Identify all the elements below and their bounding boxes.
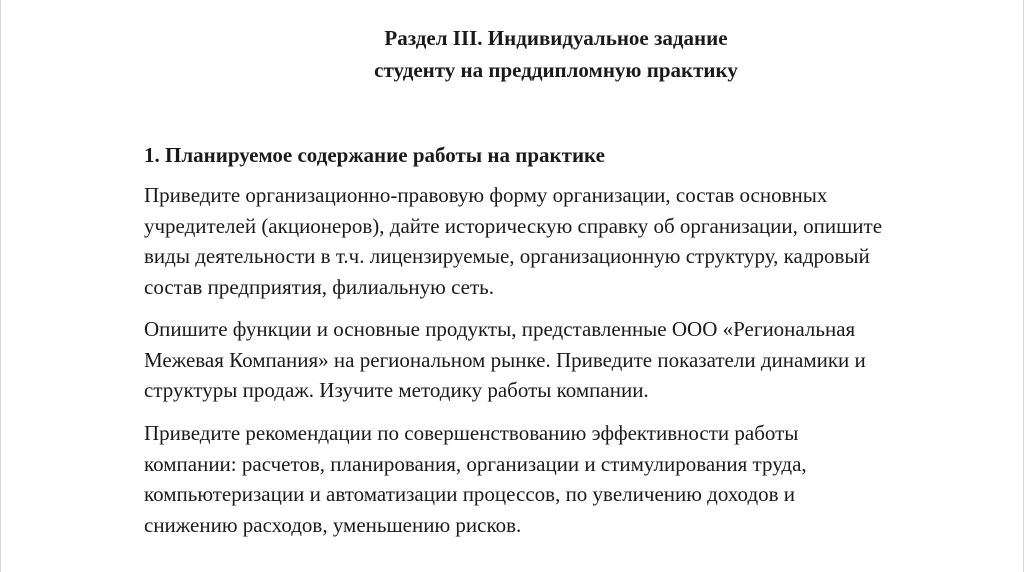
paragraph-recommendations (144, 418, 974, 540)
page-left-border (0, 0, 1, 572)
paragraph-functions-products (144, 314, 974, 406)
document-title-line-2: студенту на преддипломную практику (374, 58, 738, 82)
paragraph-line: структуры продаж. Изучите методику работы компании. (144, 378, 649, 402)
paragraph-line: виды деятельности в т.ч. лицензируемые, организационную структуру, кадровый (144, 244, 870, 268)
document-title (300, 22, 812, 86)
paragraph-organization-info (144, 180, 974, 302)
paragraph-line: Приведите организационно-правовую форму организации, состав основных (144, 183, 828, 207)
section-heading: 1. Планируемое содержание работы на практике (144, 143, 605, 167)
paragraph-line: состав предприятия, филиальную сеть. (144, 274, 494, 299)
paragraph-line: компании: расчетов, планирования, организации и стимулирования труда, (144, 451, 807, 476)
paragraph-line: учредителей (акционеров), дайте историческую справку об организации, опишите (144, 213, 883, 238)
paragraph-line: снижению расходов, уменьшению рисков. (144, 512, 522, 537)
paragraph-line: компьютеризации и автоматизации процессов, по увеличению доходов и (144, 482, 796, 506)
paragraph-line: Межевая Компания» на региональном рынке. Приведите показатели динамики и (144, 347, 866, 372)
document-title-line-1: Раздел III. Индивидуальное задание (384, 26, 728, 50)
paragraph-line: Приведите рекомендации по совершенствованию эффективности работы (144, 421, 799, 445)
paragraph-line: Опишите функции и основные продукты, представленные ООО «Региональная (144, 317, 856, 341)
